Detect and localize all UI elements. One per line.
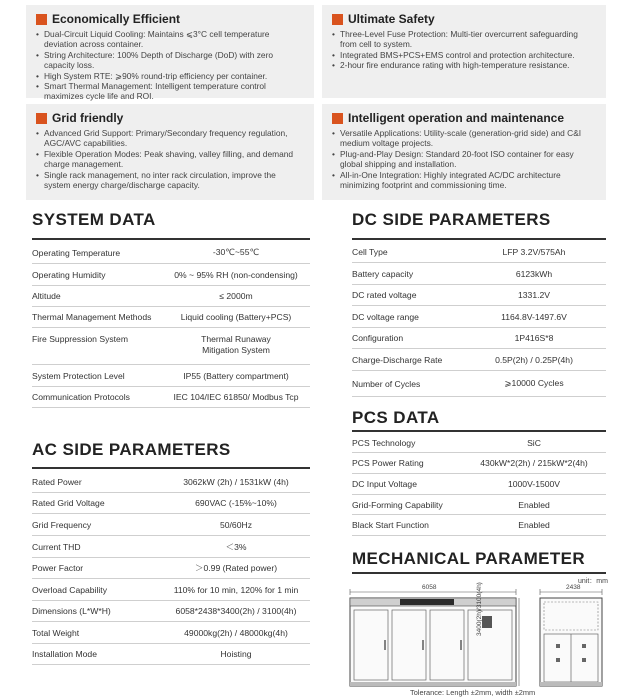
feature-box-intelligent	[322, 104, 606, 200]
row-value: ＜3%	[225, 541, 247, 552]
unit-note: unit：mm	[578, 578, 608, 585]
dollar-icon	[36, 14, 47, 25]
row-label: Configuration	[352, 333, 404, 343]
table-row	[352, 306, 606, 328]
feature-item: • 2-hour fire endurance rating with high-temperature resistance.	[332, 60, 596, 70]
ac-side-table	[32, 471, 310, 665]
length-dimension-label: 6058	[422, 584, 437, 591]
row-value: Liquid cooling (Battery+PCS)	[180, 312, 292, 322]
row-label: Grid-Forming Capability	[352, 499, 443, 510]
row-label: Number of Cycles	[352, 378, 421, 389]
row-label: DC Input Voltage	[352, 479, 417, 489]
row-value: 1000V-1500V	[507, 479, 561, 489]
section-rule	[32, 238, 310, 240]
row-value: ⩾10000 Cycles	[504, 378, 564, 388]
system-data-title: SYSTEM DATA	[32, 210, 156, 229]
row-label: DC rated voltage	[352, 290, 417, 300]
height-dimension-label: 3400(2h)/3100(4h)	[476, 582, 483, 636]
row-label: Power Factor	[32, 563, 84, 573]
row-label: DC voltage range	[352, 311, 419, 322]
table-row	[352, 328, 606, 349]
table-row	[32, 558, 310, 579]
row-label: Battery capacity	[352, 268, 414, 279]
tolerance-note: Tolerance: Length ±2mm, width ±2mm	[410, 688, 536, 697]
mechanical-title: MECHANICAL PARAMETER	[352, 549, 586, 568]
gear-icon	[332, 113, 343, 124]
row-value: IP55 (Battery compartment)	[183, 370, 289, 381]
row-value: ＞0.99 (Rated power)	[194, 563, 278, 573]
row-label: Operating Temperature	[32, 247, 121, 258]
row-value: 430kW*2(2h) / 215kW*2(4h)	[480, 458, 588, 468]
table-row	[352, 515, 606, 536]
feature-box-safety	[322, 5, 606, 98]
table-row	[32, 514, 310, 536]
row-value: ≤ 2000m	[219, 291, 253, 301]
row-label: Total Weight	[32, 627, 80, 638]
feature-title: Grid friendly	[52, 111, 124, 125]
row-value: 3062kW (2h) / 1531kW (4h)	[183, 476, 289, 487]
feature-item: • Flexible Operation Modes: Peak shaving, valley filling, and demand charge management.	[36, 149, 304, 170]
table-row	[32, 622, 310, 644]
dc-side-title: DC SIDE PARAMETERS	[352, 210, 551, 229]
section-rule	[352, 238, 606, 240]
row-value: 1331.2V	[517, 290, 551, 300]
row-value: 6058*2438*3400(2h) / 3100(4h)	[175, 606, 297, 616]
row-label: Fire Suppression System	[32, 334, 128, 344]
row-value: -30℃~55℃	[212, 247, 260, 257]
table-row	[32, 471, 310, 493]
section-rule	[352, 430, 606, 432]
row-value: 1P416S*8	[514, 333, 554, 343]
feature-item: • All-in-One Integration: Highly integrated AC/DC architecture minimizing footprint and commissioning time.	[332, 170, 596, 191]
pcs-data-table	[352, 433, 606, 536]
table-row	[352, 263, 606, 285]
feature-box-grid	[26, 104, 314, 200]
row-label: Altitude	[32, 291, 61, 301]
table-row	[32, 387, 310, 408]
row-label: Thermal Management Methods	[32, 312, 152, 322]
row-value: 49000kg(2h) / 48000kg(4h)	[184, 627, 288, 638]
table-row	[32, 601, 310, 622]
row-label: Grid Frequency	[32, 519, 92, 530]
row-value: 0.5P(2h) / 0.25P(4h)	[495, 354, 573, 365]
feature-title: Intelligent operation and maintenance	[348, 111, 565, 125]
row-value: 110% for 10 min, 120% for 1 min	[173, 584, 299, 595]
feature-box-economic	[26, 5, 314, 102]
container-side-view	[536, 584, 606, 690]
table-row	[32, 536, 310, 558]
table-row	[352, 495, 606, 515]
row-label: Installation Mode	[32, 649, 97, 659]
row-value: 690VAC (-15%~10%)	[195, 498, 277, 508]
section-rule	[352, 572, 606, 574]
feature-item: • String Architecture: 100% Depth of Discharge (DoD) with zero capacity loss.	[36, 50, 304, 71]
table-row	[32, 307, 310, 328]
row-value: LFP 3.2V/575Ah	[502, 247, 566, 257]
row-label: Communication Protocols	[32, 392, 130, 402]
row-value: IEC 104/IEC 61850/ Modbus Tcp	[173, 392, 299, 402]
grid-icon	[36, 113, 47, 124]
row-label: PCS Technology	[352, 437, 416, 448]
table-row	[352, 349, 606, 371]
table-row	[32, 328, 310, 365]
row-label: Cell Type	[352, 247, 388, 257]
feature-item: • Integrated BMS+PCS+EMS control and protection architecture.	[332, 50, 596, 60]
shield-icon	[332, 14, 343, 25]
table-row	[32, 644, 310, 665]
row-value: 50/60Hz	[219, 519, 252, 530]
table-row	[352, 371, 606, 397]
row-value: Hoisting	[220, 649, 252, 659]
row-label: Dimensions (L*W*H)	[32, 606, 111, 616]
dc-side-table	[352, 242, 606, 397]
table-row	[32, 242, 310, 264]
row-value: Enabled	[518, 499, 550, 510]
feature-item: • Advanced Grid Support: Primary/Secondary frequency regulation, AGC/AVC capabilities.	[36, 128, 304, 149]
row-label: Rated Grid Voltage	[32, 498, 105, 508]
table-row	[32, 365, 310, 387]
feature-item: • Dual-Circuit Liquid Cooling: Maintains ⩽3°C cell temperature deviation across container.	[36, 29, 304, 50]
table-row	[352, 453, 606, 474]
row-label: PCS Power Rating	[352, 458, 424, 468]
feature-title: Ultimate Safety	[348, 12, 435, 26]
row-label: Black Start Function	[352, 520, 429, 530]
row-value: 6123kWh	[515, 268, 553, 279]
row-value: SiC	[527, 437, 541, 448]
feature-item: • High System RTE: ⩾90% round-trip efficiency per container.	[36, 71, 304, 81]
row-value: 1164.8V-1497.6V	[501, 311, 567, 322]
row-label: Rated Power	[32, 476, 82, 487]
table-row	[32, 493, 310, 514]
pcs-data-title: PCS DATA	[352, 408, 440, 427]
width-dimension-label: 2438	[566, 584, 581, 591]
row-label: Current THD	[32, 541, 81, 552]
row-value: Enabled	[518, 520, 550, 530]
table-row	[32, 264, 310, 286]
row-label: Charge-Discharge Rate	[352, 354, 443, 365]
row-value: 0% ~ 95% RH (non-condensing)	[174, 269, 298, 280]
table-row	[352, 474, 606, 495]
table-row	[352, 433, 606, 453]
row-label: Overload Capability	[32, 584, 107, 595]
row-value: Thermal Runaway Mitigation System	[201, 334, 271, 355]
row-label: System Protection Level	[32, 370, 125, 381]
table-row	[32, 579, 310, 601]
container-front-view	[344, 584, 524, 690]
feature-item: • Three-Level Fuse Protection: Multi-tier overcurrent safeguarding from cell to system.	[332, 29, 596, 50]
feature-item: • Versatile Applications: Utility-scale (generation-grid side) and C&I medium voltage projects.	[332, 128, 596, 149]
feature-title: Economically Efficient	[52, 12, 181, 26]
table-row	[32, 286, 310, 307]
section-rule	[32, 467, 310, 469]
ac-side-title: AC SIDE PARAMETERS	[32, 440, 231, 459]
feature-item: • Plug-and-Play Design: Standard 20-foot ISO container for easy global shipping and installation.	[332, 149, 596, 170]
table-row	[352, 242, 606, 263]
row-label: Operating Humidity	[32, 269, 106, 280]
table-row	[352, 285, 606, 306]
feature-item: • Single rack management, no inter rack circulation, improve the system energy charge/discharge capacity.	[36, 170, 304, 191]
feature-item: • Smart Thermal Management: Intelligent temperature control maximizes cycle life and ROI.	[36, 81, 304, 102]
system-data-table	[32, 242, 310, 408]
